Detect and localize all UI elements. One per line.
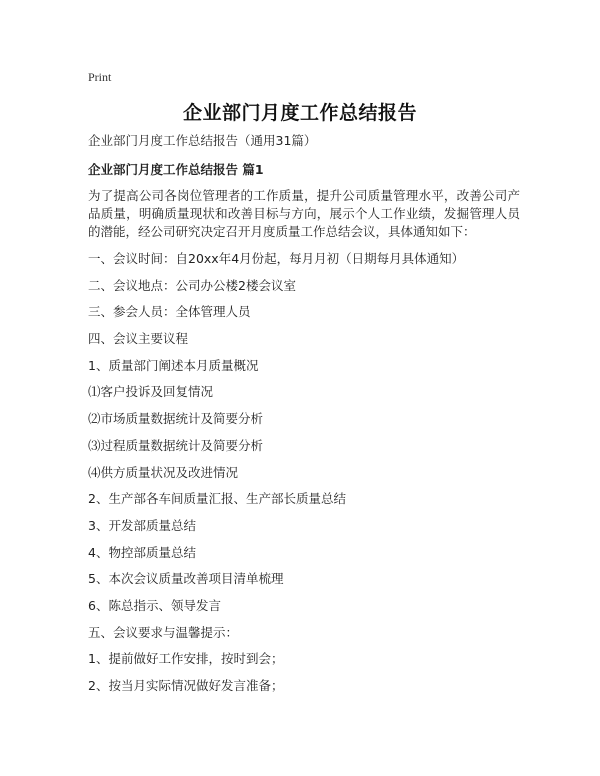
list-item: 三、参会人员：全体管理人员 [88, 304, 251, 320]
list-item: 6、陈总指示、领导发言 [88, 597, 221, 613]
agenda-list [88, 250, 520, 695]
list-item: 1、质量部门阐述本月质量概况 [88, 357, 259, 373]
list-item: 一、会议时间：自20xx年4月份起，每月月初（日期每月具体通知） [88, 251, 465, 266]
list-item: 五、会议要求与温馨提示： [88, 624, 239, 640]
list-item: 2、生产部各车间质量汇报、生产部长质量总结 [88, 491, 346, 507]
list-item: ⑷供方质量状况及改进情况 [88, 464, 239, 480]
list-item: 3、开发部质量总结 [88, 517, 196, 533]
intro-paragraph: 为了提高公司各岗位管理者的工作质量，提升公司质量管理水平，改善公司产品质量，明确质量现状和改善目标与方向，展示个人工作业绩，发掘管理人员的潜能，经公司研究决定召开月度质量工作总结会议，具体通知如下： [88, 188, 520, 239]
list-item: ⑶过程质量数据统计及简要分析 [88, 437, 264, 453]
list-item: 二、会议地点：公司办公楼2楼会议室 [88, 277, 296, 293]
list-item: ⑴客户投诉及回复情况 [88, 384, 214, 400]
print-label: Print [88, 70, 112, 84]
list-item: ⑵市场质量数据统计及简要分析 [88, 411, 264, 427]
document-body [88, 132, 520, 704]
section-heading: 企业部门月度工作总结报告 篇1 [88, 162, 264, 177]
list-item: 5、本次会议质量改善项目清单梳理 [88, 571, 284, 587]
list-item: 四、会议主要议程 [88, 331, 189, 347]
list-item: 1、提前做好工作安排，按时到会； [88, 651, 284, 667]
document-subtitle: 企业部门月度工作总结报告（通用31篇） [88, 133, 317, 148]
list-item: 4、物控部质量总结 [88, 544, 196, 560]
list-item: 2、按当月实际情况做好发言准备； [88, 678, 284, 693]
page-title: 企业部门月度工作总结报告 [182, 102, 417, 124]
